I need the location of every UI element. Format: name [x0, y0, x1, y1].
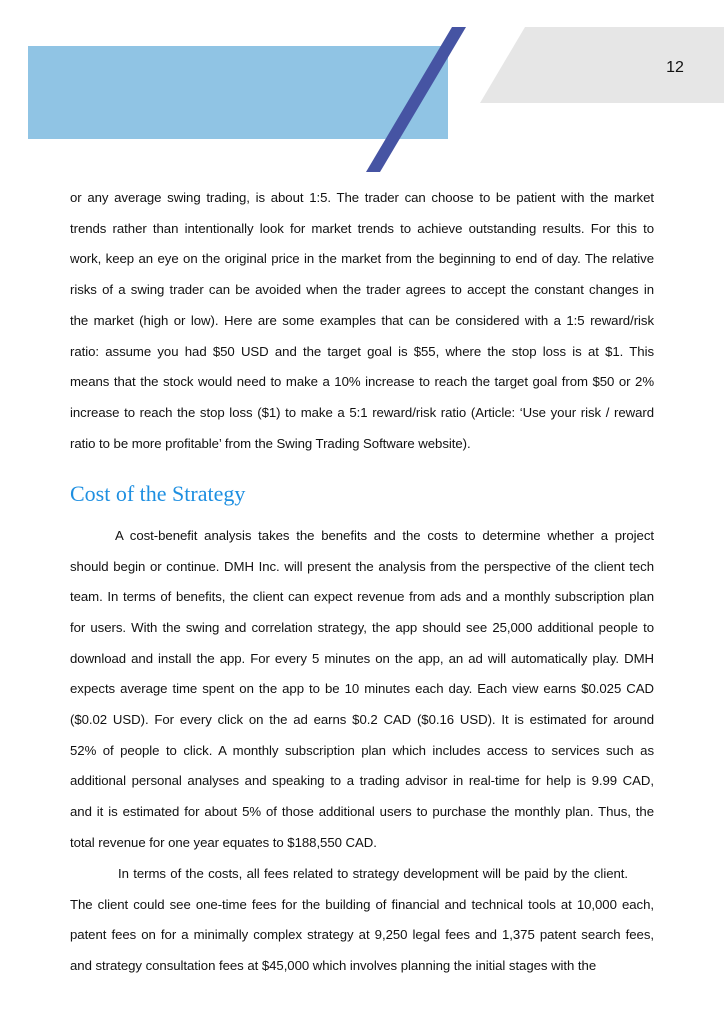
text-line: work, keep an eye on the original price in the market from the beginning to end of day. The relative	[70, 251, 654, 266]
text-line: A cost-benefit analysis takes the benefits and the costs to determine whether a project	[115, 528, 654, 543]
text-line: increase to reach the stop loss ($1) to make a 5:1 reward/risk ratio (Article: ‘Use your risk / reward	[70, 405, 654, 420]
text-line: The client could see one-time fees for the building of financial and technical tools at 10,000 each,	[70, 897, 654, 912]
text-line: expects average time spent on the app to be 10 minutes each day. Each view earns $0.025 CAD	[70, 681, 654, 696]
text-line: additional personal analyses and speaking to a trading advisor in real-time for help is 9.99 CAD,	[70, 773, 654, 788]
text-line: team. In terms of benefits, the client can expect revenue from ads and a monthly subscription plan	[70, 589, 654, 604]
text-line: and it is estimated for about 5% of those additional users to purchase the monthly plan. Thus, the	[70, 804, 654, 819]
text-line: means that the stock would need to make a 10% increase to reach the target goal from $50 or 2%	[70, 374, 654, 389]
text-line: the market (high or low). Here are some examples that can be considered with a 1:5 reward/risk	[70, 313, 654, 328]
text-line: ratio: assume you had $50 USD and the target goal is $55, where the stop loss is at $1. This	[70, 344, 654, 359]
text-line: ($0.02 USD). For every click on the ad earns $0.2 CAD ($0.16 USD). It is estimated for around	[70, 712, 654, 727]
text-line: and strategy consultation fees at $45,000 which involves planning the initial stages with the	[70, 958, 597, 973]
header-decoration	[0, 0, 724, 180]
text-line: should begin or continue. DMH Inc. will present the analysis from the perspective of the client tech	[70, 559, 654, 574]
section-heading: Cost of the Strategy	[70, 481, 246, 506]
page-number: 12	[666, 59, 684, 76]
text-line: trends rather than intentionally look for market trends to achieve outstanding results. For this to	[70, 221, 654, 236]
text-line: or any average swing trading, is about 1:5. The trader can choose to be patient with the market	[70, 190, 654, 205]
text-line: 52% of people to click. A monthly subscription plan which includes access to services such as	[70, 743, 654, 758]
text-line: total revenue for one year equates to $188,550 CAD.	[70, 835, 377, 850]
text-line: for users. With the swing and correlation strategy, the app should see 25,000 additional people to	[70, 620, 654, 635]
text-line: patent fees on for a minimally complex strategy at 9,250 legal fees and 1,375 patent search fees,	[70, 927, 654, 942]
text-line: ratio to be more profitable’ from the Swing Trading Software website).	[70, 436, 471, 451]
text-line: risks of a swing trader can be avoided when the trader agrees to accept the constant changes in	[70, 282, 654, 297]
header-dark-blue-stripe	[366, 27, 466, 172]
text-line: download and install the app. For every 5 minutes on the app, an ad will automatically play. DMH	[70, 651, 654, 666]
text-line: In terms of the costs, all fees related to strategy development will be paid by the client.	[118, 866, 628, 881]
